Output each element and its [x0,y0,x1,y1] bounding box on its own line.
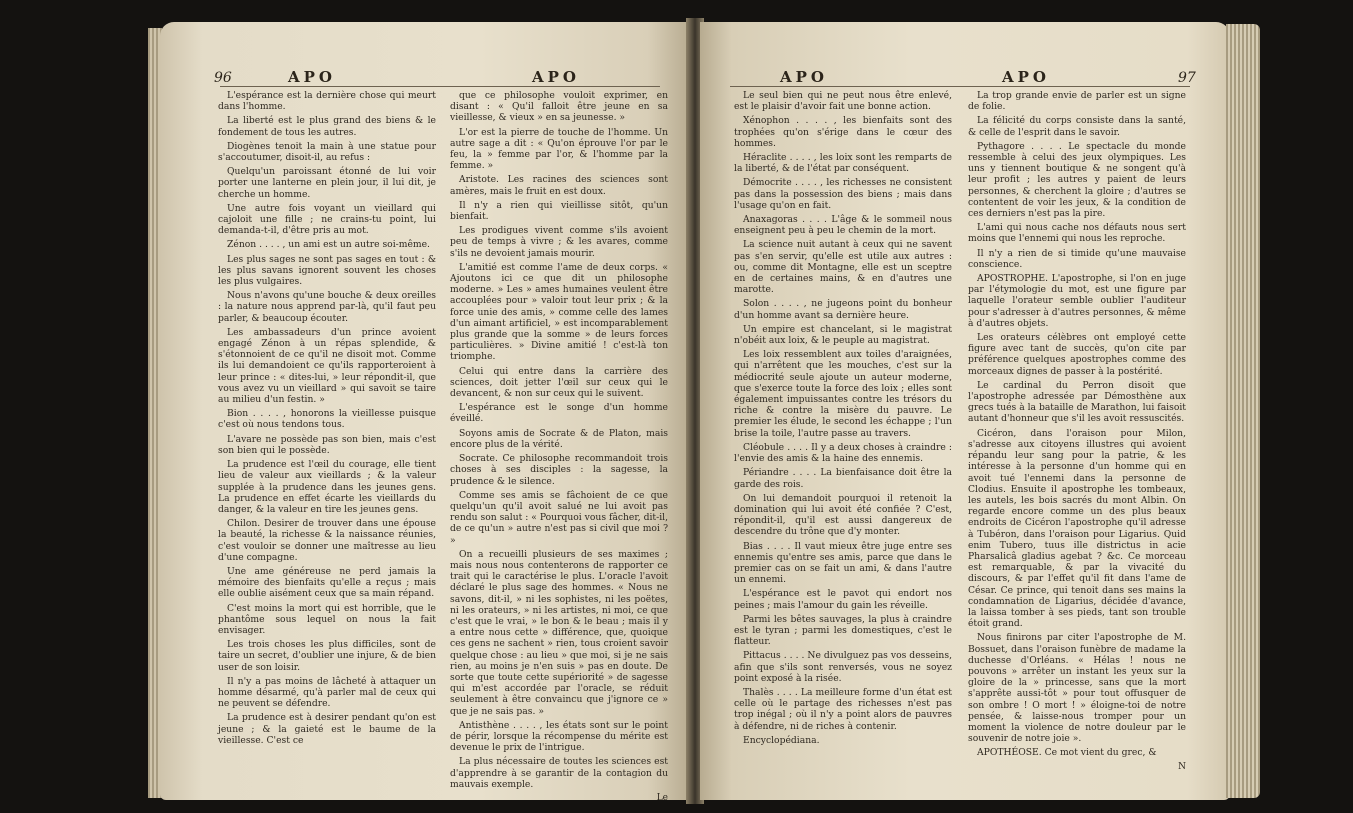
right-column-2 [968,90,1186,790]
paragraph: Les orateurs célèbres ont employé cette figure avec tant de succès, qu'on cite par préférence quelques apostrophes comme des morceaux dignes de passer à la postérité. [968,332,1186,377]
paragraph: Antisthène . . . . , les états sont sur le point de périr, lorsque la récompense du mérite est devenue le prix de l'intrigue. [450,719,668,754]
left-header-right: APO [532,68,580,86]
right-header-rule [730,86,1190,87]
left-page [160,22,690,803]
paragraph: Aristote. Les racines des sciences sont amères, mais le fruit en est doux. [450,174,668,197]
paragraph: Diogènes tenoit la main à une statue pour s'accoutumer, disoit-il, au refus : [218,140,436,164]
right-page-number: 97 [1178,70,1196,86]
paragraph: Une ame généreuse ne perd jamais la mémoire des bienfaits qu'elle a reçus ; mais elle oublie aisément ceux que sa main répand. [218,565,436,600]
paragraph: Socrate. Ce philosophe recommandoit trois choses à ses disciples : la sagesse, la prudence & le silence. [450,453,668,487]
paragraph: L'espérance est la dernière chose qui meurt dans l'homme. [218,90,436,113]
paragraph: APOTHÉOSE. Ce mot vient du grec, & [977,747,1157,759]
paragraph: Il n'y a rien qui vieillisse sitôt, qu'un bienfait. [450,199,668,223]
paragraph: Bias . . . . Il vaut mieux être juge entre ses ennemis qu'entre ses amis, parce que dans le premier cas on se fait un ami, & dans l'autre un ennemi. [734,540,952,586]
paragraph: Thalès . . . . La meilleure forme d'un état est celle où le partage des richesses n'est pas trop inégal ; où il n'y a point alors de pauvres à défendre, ni de riches à contenir. [734,686,952,732]
paragraph: Chilon. Desirer de trouver dans une épouse la beauté, la richesse & la naissance réunies, c'est vouloir se donner une maîtresse au lieu d'une compagne. [218,518,436,563]
paragraph: Il n'y a rien de si timide qu'une mauvaise conscience. [968,247,1186,270]
paragraph: Parmi les bêtes sauvages, la plus à craindre est le tyran ; parmi les domestiques, c'est le flatteur. [734,613,952,648]
paragraph: Héraclite . . . . , les loix sont les remparts de la liberté, & de l'état par conséquent. [734,152,952,175]
paragraph: Nous finirons par citer l'apostrophe de M. Bossuet, dans l'oraison funèbre de madame la duchesse d'Orléans. « Hélas ! nous ne pouvons » arrêter un instant les yeux sur la gloire de la » princesse, sans que la mort s'apprête aussi-tôt » pour tout offusquer de son ombre ! O mort ! » éloigne-toi de notre pensée, & laisse-nous tromper pour un moment la violence de notre douleur par le souvenir de notre joie ». [968,632,1186,745]
paragraph: C'est moins la mort qui est horrible, que le phantôme sous lequel on nous la fait envisager. [218,602,436,636]
paragraph: Nous n'avons qu'une bouche & deux oreilles : la nature nous apprend par-là, qu'il faut peu parler, & beaucoup écouter. [218,290,436,324]
paragraph: Encyclopédiana. [743,734,820,746]
paragraph: La prudence est à desirer pendant qu'on est jeune ; & la gaieté est le baume de la vieillesse. C'est ce [218,712,436,746]
paragraph: L'amitié est comme l'ame de deux corps. « Ajoutons ici ce que dit un philosophe moderne. » Les » ames humaines veulent être accouplées pour » valoir tout leur prix ; & la force unie des amis, » comme celle des lames d'un aimant artificiel, » est incomparablement plus grande que la somme » de leurs forces particulières. » Divine amitié ! c'est-là ton triomphe. [450,261,668,363]
paragraph: Les prodigues vivent comme s'ils avoient peu de temps à vivre ; & les avares, comme s'ils ne devoient jamais mourir. [450,225,668,259]
paragraph: que ce philosophe vouloit exprimer, en disant : « Qu'il falloit être jeune en sa vieillesse, & vieux » en sa jeunesse. » [450,90,668,124]
left-column-2 [450,90,668,803]
paragraph: Le cardinal du Perron disoit que l'apostrophe adressée par Démosthène aux grecs tués à la bataille de Marathon, lui faisoit autant d'honneur que s'il les avoit ressuscités. [968,379,1186,425]
right-column-1 [734,90,952,790]
paragraph: Une autre fois voyant un vieillard qui cajoloit une fille ; ne crains-tu point, lui demanda-t-il, d'être pris au mot. [218,202,436,237]
paragraph: La prudence est l'œil du courage, elle tient lieu de valeur aux vieillards ; & la valeur supplée à la prudence dans les jeunes gens. La prudence en effet écarte les vieillards du danger, & la valeur en tire les jeunes gens. [218,459,436,515]
paragraph: Les trois choses les plus difficiles, sont de taire un secret, d'oublier une injure, & de bien user de son loisir. [218,639,436,673]
paragraph: L'ami qui nous cache nos défauts nous sert moins que l'ennemi qui nous les reproche. [968,222,1186,245]
paragraph: La plus nécessaire de toutes les sciences est d'apprendre à se garantir de la contagion du mauvais exemple. [450,756,668,790]
left-header-left: APO [288,68,336,86]
paragraph: L'avare ne possède pas son bien, mais c'est son bien qui le possède. [218,433,436,456]
paragraph: Bion . . . . , honorons la vieillesse puisque c'est où nous tendons tous. [218,408,436,431]
paragraph: Les plus sages ne sont pas sages en tout : & les plus savans ignorent souvent les choses les plus vulgaires. [218,253,436,288]
paragraph: L'espérance est le songe d'un homme éveillé. [450,402,668,425]
paragraph: Soyons amis de Socrate & de Platon, mais encore plus de la vérité. [450,427,668,450]
paragraph: Le seul bien qui ne peut nous être enlevé, est le plaisir d'avoir fait une bonne action. [734,90,952,113]
paragraph: Il n'y a pas moins de lâcheté à attaquer un homme désarmé, qu'à parler mal de ceux qui ne peuvent se défendre. [218,675,436,710]
open-book [160,18,1240,804]
paragraph: On a recueilli plusieurs de ses maximes ; mais nous nous contenterons de rapporter ce trait qui le caractérise le plus. L'oracle l'avoit déclaré le plus sage des hommes. « Nous ne savons, dit-il, » ni les sophistes, ni les poëtes, ni les orateurs, » ni les artistes, ni moi, ce que c'est que le vrai, » le bon & le beau ; mais il y a entre nous cette » différence, que, quoique ces gens ne sachent » rien, tous croient savoir quelque chose : au lieu » que moi, si je ne sais rien, au moins je n'en suis » pas en doute. De sorte que toute cette supériorité » de sagesse qui m'est accordée par l'oracle, se réduit seulement à être convaincu que j'ignore ce » que je ne sais pas. » [450,548,668,717]
paragraph: L'espérance est le pavot qui endort nos peines ; mais l'amour du gain les réveille. [734,588,952,611]
paragraph: Anaxagoras . . . . L'âge & le sommeil nous enseignent peu à peu le chemin de la mort. [734,214,952,237]
paragraph: L'or est la pierre de touche de l'homme. Un autre sage a dit : « Qu'on éprouve l'or par le feu, la » femme par l'or, & l'homme par la femme. » [450,126,668,172]
paragraph: On lui demandoit pourquoi il retenoit la domination qui lui avoit été confiée ? C'est, répondit-il, qu'il est aussi dangereux de descendre du trône que d'y monter. [734,492,952,538]
paragraph: La trop grande envie de parler est un signe de folie. [968,90,1186,113]
left-header-rule [220,86,660,87]
right-page-edges [1226,24,1260,798]
left-page-number: 96 [214,70,232,86]
paragraph: Quelqu'un paroissant étonné de lui voir porter une lanterne en plein jour, il lui dit, je cherche un homme. [218,166,436,200]
paragraph: La science nuit autant à ceux qui ne savent pas s'en servir, qu'elle est utile aux autres : ou, comme dit Montagne, elle est un sceptre en de certaines mains, & en d'autres une marotte. [734,239,952,296]
left-column-1 [218,90,436,790]
paragraph: Périandre . . . . La bienfaisance doit être la garde des rois. [734,467,952,490]
paragraph: Pittacus . . . . Ne divulguez pas vos desseins, afin que s'ils sont renversés, vous ne soyez point exposé à la risée. [734,650,952,684]
paragraph: Comme ses amis se fâchoient de ce que quelqu'un qu'il avoit salué ne lui avoit pas rendu son salut : « Pourquoi vous fâcher, dit-il, de ce qu'un » autre n'est pas si civil que moi ? » [450,489,668,546]
paragraph: APOSTROPHE. L'apostrophe, si l'on en juge par l'étymologie du mot, est une figure par laquelle l'orateur semble oublier l'auditeur pour s'adresser à d'autres personnes, & même à d'autres objets. [968,273,1186,329]
paragraph: Pythagore . . . . Le spectacle du monde ressemble à celui des jeux olympiques. Les uns y tiennent boutique & ne songent qu'à leur profit ; les autres y paient de leurs personnes, & cherchent la gloire ; d'autres se contentent de voir les jeux, & la condition de ces derniers n'est pas la pire. [968,140,1186,220]
paragraph: Un empire est chancelant, si le magistrat n'obéit aux loix, & le peuple au magistrat. [734,323,952,347]
paragraph: Les loix ressemblent aux toiles d'araignées, qui n'arrêtent que les mouches, c'est sur la médiocrité seule ajoute un auteur moderne, que s'exerce toute la force des loix ; elles sont également impuissantes contre les trésors du riche & contre la misère du pauvre. Le premier les élude, le second les échappe ; l'un brise la toile, l'autre passe au travers. [734,349,952,439]
paragraph: Démocrite . . . . , les richesses ne consistent pas dans la possession des biens ; mais dans l'usage qu'on en fait. [734,177,952,211]
paragraph: Xénophon . . . . , les bienfaits sont des trophées qu'on s'érige dans le cœur des hommes. [734,115,952,149]
paragraph: Solon . . . . , ne jugeons point du bonheur d'un homme avant sa dernière heure. [734,298,952,321]
paragraph: Les ambassadeurs d'un prince avoient engagé Zénon à un répas splendide, & s'étonnoient de ce qu'il ne disoit mot. Comme ils lui demandoient ce qu'ils rapporteroient à leur prince : « dites-lui, » leur répondit-il, que vous avez vu un vieillard » qui savoit se taire au milieu d'un festin. » [218,326,436,406]
right-header-right: APO [1002,68,1050,86]
paragraph: La félicité du corps consiste dans la santé, & celle de l'esprit dans le savoir. [968,115,1186,138]
paragraph: Cicéron, dans l'oraison pour Milon, s'adresse aux citoyens illustres qui avoient répandu leur sang pour la patrie, & les intéresse à la personne d'un homme qui en avoit tué l'ennemi dans la personne de Clodius. Ensuite il apostrophe les tombeaux, les autels, les bois sacrés du mont Albin. On regarde encore comme un des plus beaux endroits de Cicéron l'apostrophe qu'il adresse à Tubéron, dans l'oraison pour Ligarius. Quid enim Tubero, tuus ille districtus in acie Pharsalicâ gladius agebat ? &c. Ce morceau est remarquable, & par la vivacité du discours, & par l'effet qu'il fit dans l'ame de César. Ce prince, qui tenoit dans ses mains la condamnation de Ligarius, décidée d'avance, la laissa tomber à ses pieds, tant son trouble étoit grand. [968,427,1186,630]
right-page [700,22,1230,800]
right-header-left: APO [780,68,828,86]
paragraph: Celui qui entre dans la carrière des sciences, doit jetter l'œil sur ceux qui le devancent, & non sur ceux qui le suivent. [450,365,668,400]
paragraph: Cléobule . . . . Il y a deux choses à craindre : l'envie des amis & la haine des ennemis. [734,441,952,465]
right-signature: N [1178,761,1186,772]
left-catchword: Le [656,792,668,803]
paragraph: La liberté est le plus grand des biens & le fondement de tous les autres. [218,115,436,138]
paragraph: Zénon . . . . , un ami est un autre soi-même. [227,239,430,251]
